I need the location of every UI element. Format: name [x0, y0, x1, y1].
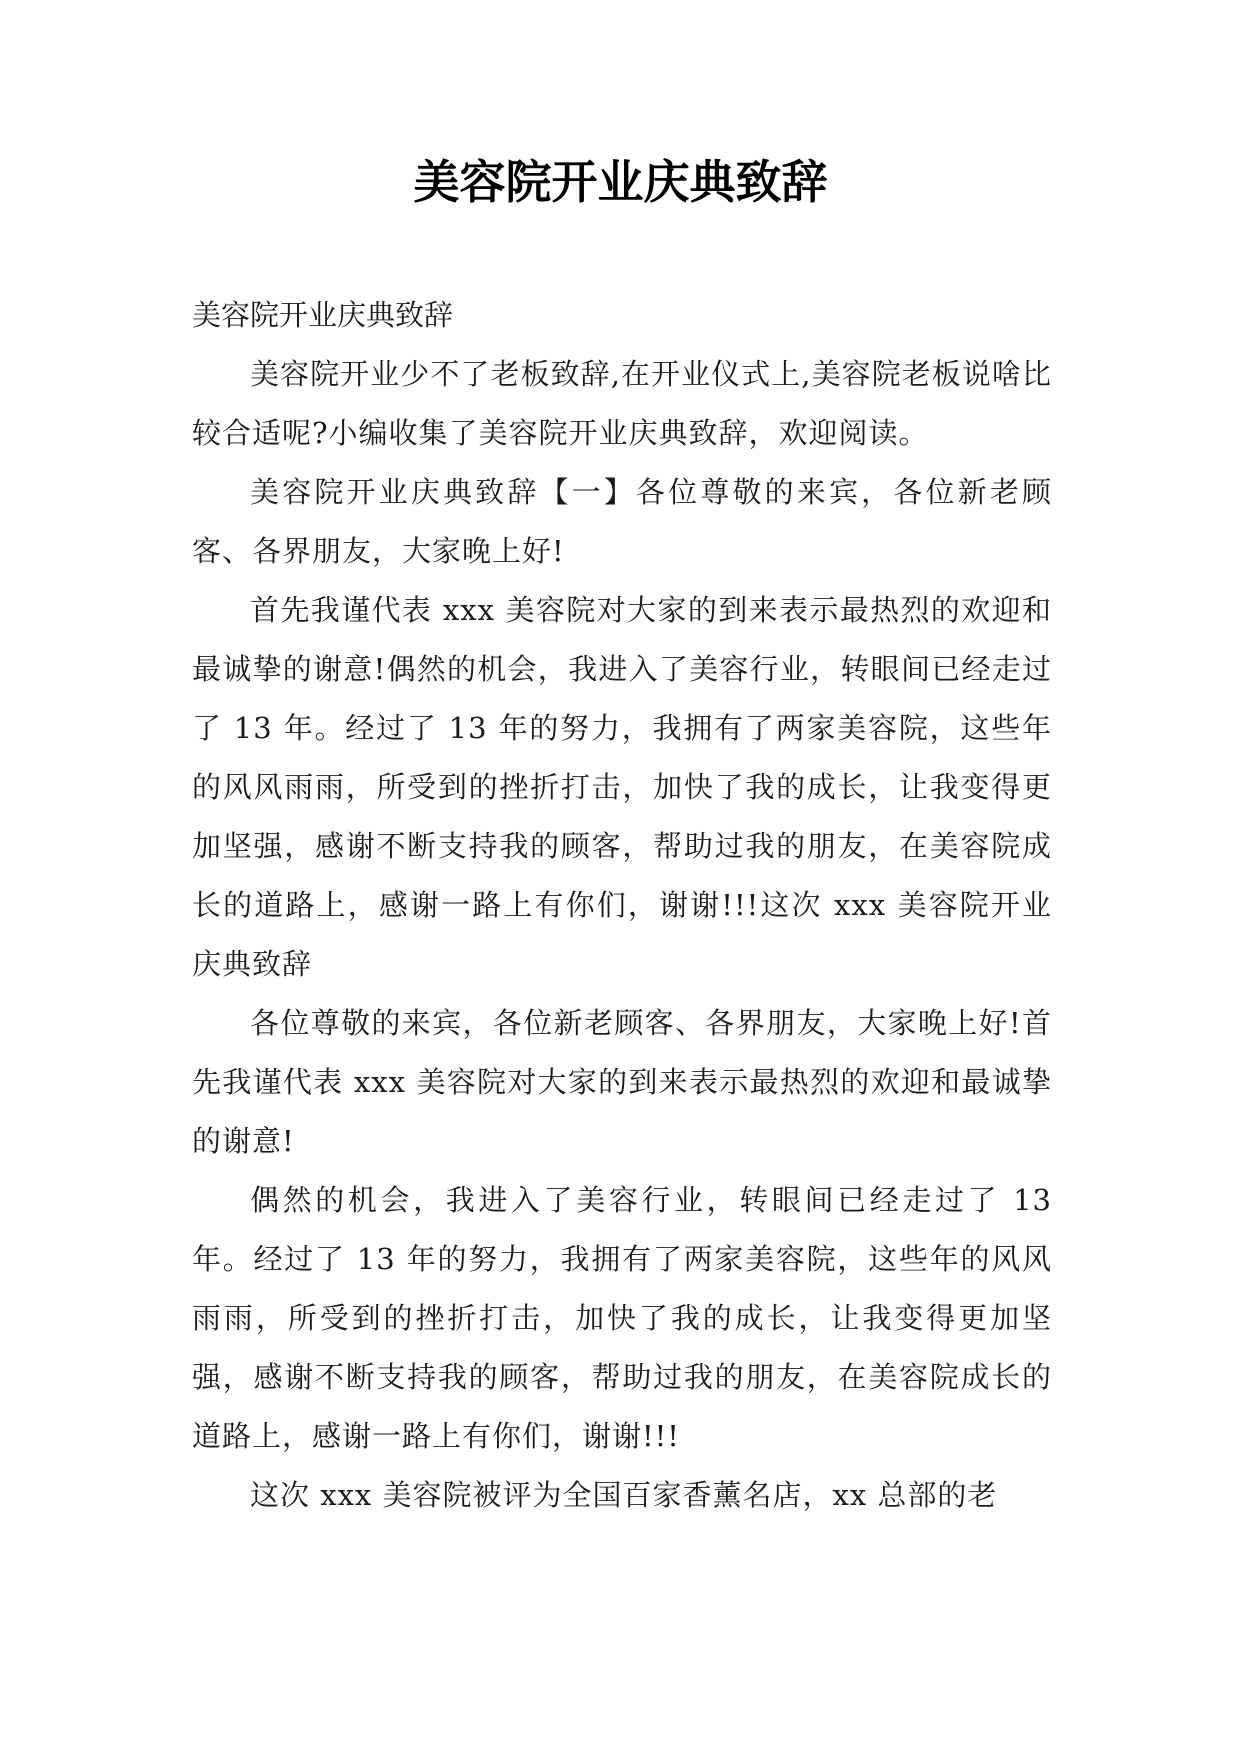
paragraph-greeting: 美容院开业庆典致辞【一】各位尊敬的来宾，各位新老顾客、各界朋友，大家晚上好! [192, 475, 1052, 568]
paragraph-award: 这次 xxx 美容院被评为全国百家香薰名店，xx 总部的老 [250, 1478, 998, 1512]
document-body [192, 286, 1052, 1525]
paragraph-welcome-story: 首先我谨代表 xxx 美容院对大家的到来表示最热烈的欢迎和最诚挚的谢意!偶然的机会，我进入了美容行业，转眼间已经走过了 13 年。经过了 13 年的努力，我拥有了两家美容院，这些年的风风雨雨，所受到的挫折打击，加快了我的成长，让我变得更加坚强，感谢不断支持我的顾客，帮助过我的朋友，在美容院成长的道路上，感谢一路上有你们，谢谢!!!这次 xxx 美容院开业庆典致辞 [192, 593, 1052, 981]
document-title: 美容院开业庆典致辞 [413, 155, 828, 209]
paragraph-story-repeat: 偶然的机会，我进入了美容行业，转眼间已经走过了 13 年。经过了 13 年的努力，我拥有了两家美容院，这些年的风风雨雨，所受到的挫折打击，加快了我的成长，让我变得更加坚强，感谢不断支持我的顾客，帮助过我的朋友，在美容院成长的道路上，感谢一路上有你们，谢谢!!! [192, 1183, 1052, 1453]
paragraph-intro: 美容院开业少不了老板致辞,在开业仪式上,美容院老板说啥比较合适呢?小编收集了美容院开业庆典致辞，欢迎阅读。 [192, 357, 1052, 450]
document-subtitle: 美容院开业庆典致辞 [192, 298, 454, 332]
paragraph-greeting-repeat: 各位尊敬的来宾，各位新老顾客、各界朋友，大家晚上好!首先我谨代表 xxx 美容院对大家的到来表示最热烈的欢迎和最诚挚的谢意! [192, 1006, 1052, 1158]
